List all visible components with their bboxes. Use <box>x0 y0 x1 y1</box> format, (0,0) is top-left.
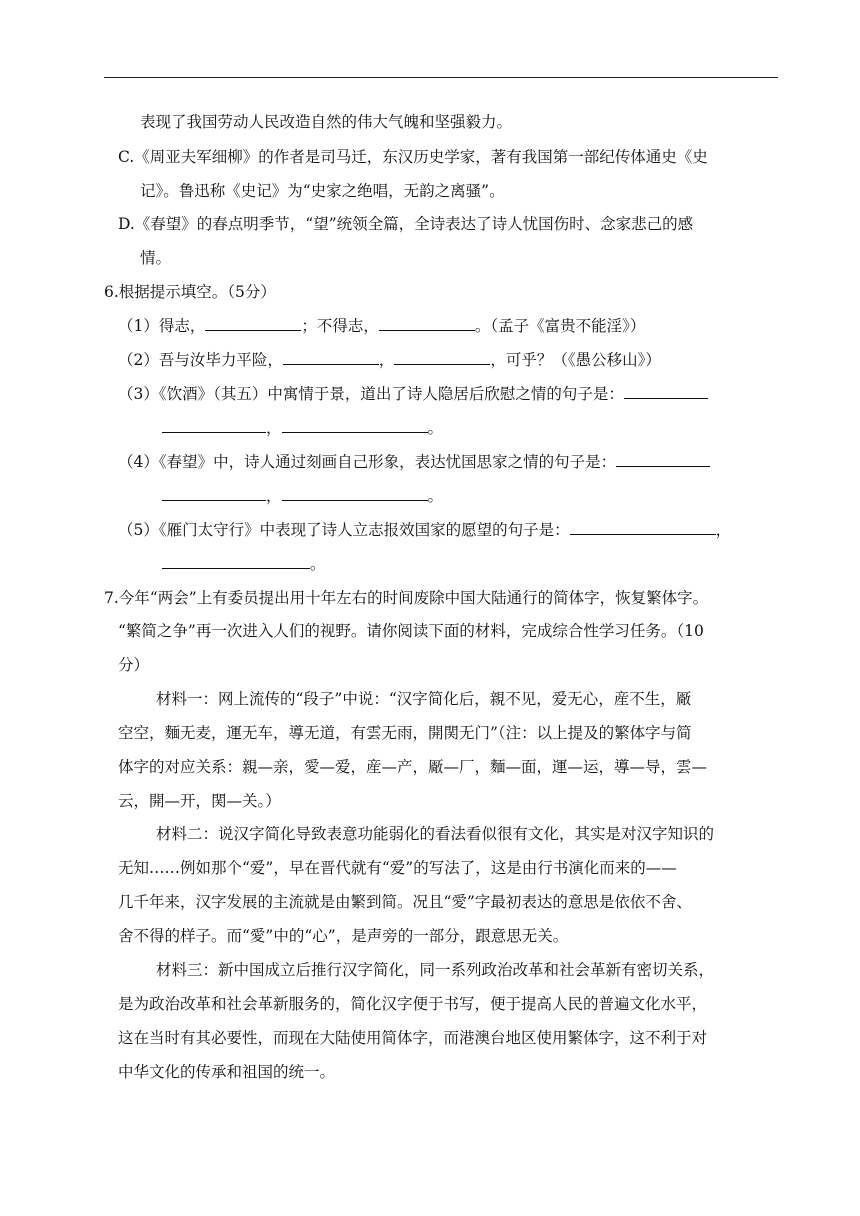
q5-option-c-line2: 记》。鲁迅称《史记》为“史家之绝唱，无韵之离骚”。 <box>140 182 505 200</box>
q6-item2-text-b: ， <box>378 351 395 369</box>
q6-item1-text-b: ；不得志， <box>301 317 379 335</box>
q6-item-5-line2 <box>162 553 326 575</box>
material-1-line1: 材料一：网上流传的“段子”中说：“汉字简化后，親不见，爱无心，産不生，厰 <box>156 690 692 708</box>
q7-intro-line3: 分） <box>118 656 150 674</box>
q6-item1-text-a: （1）得志， <box>118 317 206 335</box>
answer-blank[interactable] <box>394 349 490 365</box>
material-1-line4: 云，開—开，関—关。） <box>118 792 281 810</box>
material-3-line4: 中华文化的传承和祖国的统一。 <box>118 1063 336 1081</box>
q5-option-b-continuation: 表现了我国劳动人民改造自然的伟大气魄和坚强毅力。 <box>140 113 513 131</box>
material-2-line4: 舍不得的样子。而“愛”中的“心”，是声旁的一部分，跟意思无关。 <box>118 927 569 945</box>
material-3-line3: 这在当时有其必要性，而现在大陆使用简体字，而港澳台地区使用繁体字，这不利于对 <box>118 1029 708 1047</box>
q5-option-d-line1: D.《春望》的春点明季节，“望”统领全篇，全诗表达了诗人忧国伤时、念家悲己的感 <box>118 215 694 233</box>
q6-item-5-line1 <box>118 519 731 541</box>
q6-item4-text-a: （4）《春望》中，诗人通过刻画自己形象，表达忧国思家之情的句子是： <box>118 453 617 471</box>
q6-item3-text-a: （3）《饮酒》（其五）中寓情于景，道出了诗人隐居后欣慰之情的句子是： <box>118 385 624 403</box>
answer-blank[interactable] <box>162 485 266 501</box>
material-2-line1: 材料二：说汉字简化导致表意功能弱化的看法看似很有文化，其实是对汉字知识的 <box>156 825 715 843</box>
material-2-line3: 几千年来，汉字发展的主流就是由繁到简。况且“愛”字最初表达的意思是依依不舍、 <box>118 893 692 911</box>
q6-item-4-line2 <box>162 485 443 507</box>
q6-item4-text-b: ， <box>266 487 282 505</box>
q6-item5-text-c: 。 <box>310 555 326 573</box>
q6-title: 6.根据提示填空。（5分） <box>104 283 276 301</box>
material-3-line2: 是为政治改革和社会革新服务的，简化汉字便于书写，便于提高人民的普遍文化水平， <box>118 995 708 1013</box>
q6-item3-text-b: ， <box>266 419 282 437</box>
material-3-line1: 材料三：新中国成立后推行汉字简化，同一系列政治改革和社会革新有密切关系， <box>156 961 715 979</box>
q6-item-4-line1 <box>118 451 710 473</box>
q6-item-3-line1 <box>118 383 708 405</box>
answer-blank[interactable] <box>624 383 708 399</box>
answer-blank[interactable] <box>162 553 310 569</box>
q5-option-c-line1: C.《周亚夫军细柳》的作者是司马迁，东汉历史学家，著有我国第一部纪传体通史《史 <box>118 148 708 166</box>
material-2-line2: 无知……例如那个“爱”，早在晋代就有“爱”的写法了，这是由行书演化而来的—— <box>118 859 677 877</box>
material-1-line2: 空空，麵无麦，運无车，導无道，有雲无雨，開関无门”（注：以上提及的繁体字与简 <box>118 724 692 742</box>
q6-item-1 <box>118 315 645 337</box>
q6-item1-text-c: 。（孟子《富贵不能淫》） <box>474 317 646 335</box>
q6-item2-text-c: ，可乎？（《愚公移山》） <box>490 351 661 369</box>
answer-blank[interactable] <box>162 417 266 433</box>
answer-blank[interactable] <box>379 315 475 331</box>
q7-intro-line1: 7.今年“两会”上有委员提出用十年左右的时间废除中国大陆通行的简体字，恢复繁体字。 <box>104 589 709 607</box>
answer-blank[interactable] <box>282 417 428 433</box>
q5-option-d-line2: 情。 <box>140 249 172 267</box>
q7-intro-line2: “繁简之争”再一次进入人们的视野。请你阅读下面的材料，完成综合性学习任务。（10 <box>118 622 704 640</box>
q6-item4-text-c: 。 <box>427 487 444 505</box>
q6-item5-text-a: （5）《雁门太守行》中表现了诗人立志报效国家的愿望的句子是： <box>118 521 570 539</box>
answer-blank[interactable] <box>616 451 710 467</box>
answer-blank[interactable] <box>205 315 301 331</box>
q6-item3-text-c: 。 <box>427 419 444 437</box>
material-1-line3: 体字的对应关系：親—亲，愛—爱，産—产，厰—厂，麵—面，運—运，導—导，雲— <box>118 758 708 776</box>
answer-blank[interactable] <box>283 349 379 365</box>
q6-item-2 <box>118 349 661 371</box>
q6-item-3-line2 <box>162 417 443 439</box>
q6-item5-text-b: ， <box>715 521 732 539</box>
header-rule <box>104 77 778 78</box>
q6-item2-text-a: （2）吾与汝毕力平险， <box>118 351 283 369</box>
answer-blank[interactable] <box>570 519 716 535</box>
answer-blank[interactable] <box>282 485 428 501</box>
